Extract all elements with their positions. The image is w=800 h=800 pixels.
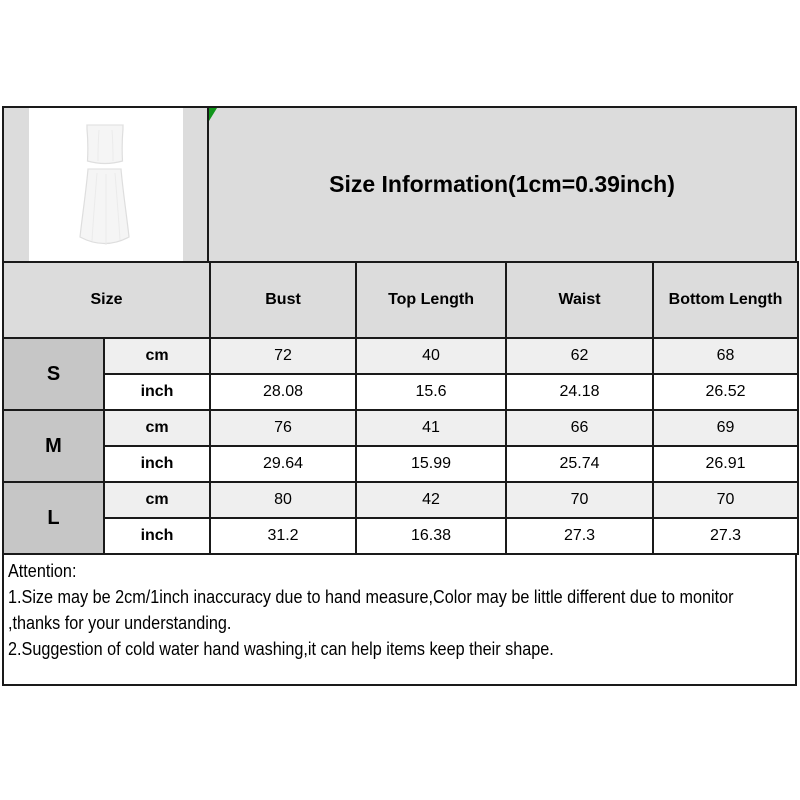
col-header-top-length: Top Length	[356, 262, 506, 338]
unit-label-cm: cm	[104, 338, 210, 374]
row-l-cm	[3, 482, 798, 518]
value-cell: 15.99	[356, 446, 506, 482]
row-m-cm	[3, 410, 798, 446]
value-cell: 24.18	[506, 374, 653, 410]
row-m-inch	[3, 446, 798, 482]
value-cell: 40	[356, 338, 506, 374]
value-cell: 80	[210, 482, 356, 518]
unit-label-inch: inch	[104, 374, 210, 410]
value-cell: 25.74	[506, 446, 653, 482]
value-cell: 26.52	[653, 374, 798, 410]
value-cell: 76	[210, 410, 356, 446]
col-header-bottom-length: Bottom Length	[653, 262, 798, 338]
attention-section	[2, 553, 797, 686]
unit-label-inch: inch	[104, 518, 210, 554]
value-cell: 70	[506, 482, 653, 518]
product-photo	[29, 108, 183, 261]
green-corner-marker-icon	[209, 108, 217, 121]
col-header-waist: Waist	[506, 262, 653, 338]
size-table	[2, 261, 799, 555]
size-label-m: M	[3, 410, 104, 482]
attention-line: 2.Suggestion of cold water hand washing,it can help items keep their shape.	[8, 639, 554, 659]
value-cell: 69	[653, 410, 798, 446]
value-cell: 15.6	[356, 374, 506, 410]
value-cell: 28.08	[210, 374, 356, 410]
row-l-inch	[3, 518, 798, 554]
value-cell: 29.64	[210, 446, 356, 482]
dress-image	[29, 108, 183, 261]
value-cell: 31.2	[210, 518, 356, 554]
header-section	[2, 106, 797, 263]
attention-line: 1.Size may be 2cm/1inch inaccuracy due to hand measure,Color may be little different due to monitor	[8, 587, 734, 607]
size-chart-sheet	[2, 106, 797, 686]
title-cell	[209, 108, 795, 261]
size-corner-header: Size	[3, 262, 210, 338]
unit-label-cm: cm	[104, 410, 210, 446]
value-cell: 27.3	[506, 518, 653, 554]
attention-heading: Attention:	[8, 561, 77, 581]
value-cell: 66	[506, 410, 653, 446]
value-cell: 72	[210, 338, 356, 374]
value-cell: 62	[506, 338, 653, 374]
value-cell: 26.91	[653, 446, 798, 482]
row-s-cm	[3, 338, 798, 374]
value-cell: 16.38	[356, 518, 506, 554]
value-cell: 27.3	[653, 518, 798, 554]
size-label-l: L	[3, 482, 104, 554]
page-title: Size Information(1cm=0.39inch)	[329, 171, 675, 197]
col-header-bust: Bust	[210, 262, 356, 338]
row-s-inch	[3, 374, 798, 410]
value-cell: 41	[356, 410, 506, 446]
value-cell: 70	[653, 482, 798, 518]
value-cell: 68	[653, 338, 798, 374]
value-cell: 42	[356, 482, 506, 518]
unit-label-cm: cm	[104, 482, 210, 518]
table-header-row	[3, 262, 798, 338]
unit-label-inch: inch	[104, 446, 210, 482]
attention-line: ,thanks for your understanding.	[8, 613, 232, 633]
product-photo-cell	[4, 108, 209, 261]
size-label-s: S	[3, 338, 104, 410]
